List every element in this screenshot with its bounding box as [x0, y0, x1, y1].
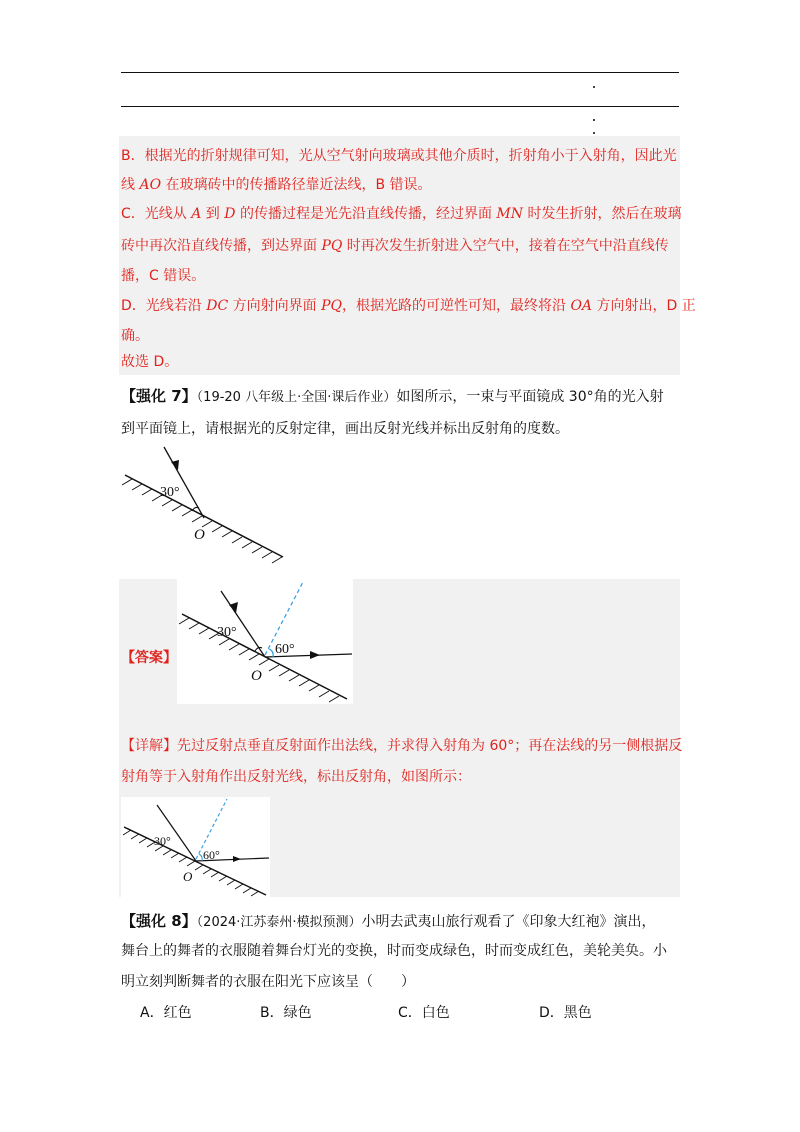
incident-ray	[221, 591, 265, 657]
explanation-c-line3: 播，C 错误。	[121, 268, 206, 284]
explanation-c-line2: 砖中再次沿直线传播，到达界面 PQ 时再次发生折射进入空气中，接着在空气中沿直线传	[121, 238, 669, 254]
q8-option-a[interactable]: A．红色	[140, 1005, 192, 1021]
explanation-d-line2: 确。	[121, 328, 149, 344]
mirror-surface	[122, 475, 283, 563]
reflected-arrow-icon	[310, 651, 320, 659]
detail-angle-30: 30°	[154, 834, 171, 848]
header-dot	[593, 132, 595, 134]
q8-option-d[interactable]: D．黑色	[539, 1005, 592, 1021]
q8-line2: 舞台上的舞者的衣服随着舞台灯光的变换，时而变成绿色，时而变成红色，美轮美奂。小	[121, 943, 667, 959]
detail-angle-60: 60°	[203, 848, 220, 862]
explanation-c-line1: C．光线从 A 到 D 的传播过程是光先沿直线传播，经过界面 MN 时发生折射，然后在玻璃	[121, 206, 682, 222]
mirror-surface	[123, 827, 266, 896]
q7-line2: 到平面镜上，请根据光的反射定律，画出反射光线并标出反射角的度数。	[121, 421, 569, 437]
q8-source: （2024·江苏泰州·模拟预测）	[196, 915, 362, 930]
mirror-surface	[179, 614, 347, 702]
q8-option-c[interactable]: C．白色	[398, 1005, 450, 1021]
q8-line3: 明立刻判断舞者的衣服在阳光下应该呈（ ）	[121, 974, 415, 990]
detail-figure	[121, 797, 270, 898]
header-rule-bottom	[121, 106, 679, 107]
answer-label: 【答案】	[121, 650, 177, 666]
reflection-angle-arc	[199, 854, 202, 861]
header-rule-top	[121, 72, 679, 73]
reflection-angle-arc	[269, 649, 273, 657]
explanation-conclusion: 故选 D。	[121, 354, 179, 370]
q7-label: 【强化 7】	[121, 387, 197, 405]
detail-line2: 射角等于入射角作出反射光线，标出反射角，如图所示：	[121, 769, 471, 785]
answer-figure	[177, 579, 353, 704]
q8-line1: 【强化 8】（2024·江苏泰州·模拟预测）小明去武夷山旅行观看了《印象大红袍》演出，	[121, 912, 656, 930]
q7-line1: 【强化 7】（19-20 八年级上·全国·课后作业）如图所示，一束与平面镜成 30°角的光入射	[121, 387, 664, 405]
reflected-arrow-icon	[233, 856, 241, 862]
fig-angle-label: 30°	[160, 485, 180, 500]
answer-point-label: O	[251, 668, 262, 684]
explanation-b-line1: B．根据光的折射规律可知，光从空气射向玻璃或其他介质时，折射角小于入射角，因此光	[121, 148, 677, 164]
answer-angle-30: 30°	[217, 625, 237, 640]
explanation-d-line1: D．光线若沿 DC 方向射向界面 PQ，根据光路的可逆性可知，最终将沿 OA 方向射出，D 正	[121, 298, 696, 314]
explanation-b-line2: 线 AO 在玻璃砖中的传播路径靠近法线，B 错误。	[121, 177, 432, 193]
fig-point-label: O	[194, 527, 205, 543]
incident-arrow-icon	[229, 602, 238, 613]
answer-angle-60: 60°	[275, 642, 295, 657]
header-dot	[593, 86, 595, 88]
q7-source: （19-20 八年级上·全国·课后作业）	[196, 390, 397, 405]
header-dot	[593, 119, 595, 121]
detail-point-label: O	[183, 869, 193, 884]
q7-figure	[120, 442, 290, 567]
q8-option-b[interactable]: B．绿色	[260, 1005, 312, 1021]
q8-label: 【强化 8】	[121, 912, 197, 930]
detail-line1: 【详解】先过反射点垂直反射面作出法线，并求得入射角为 60°；再在法线的另一侧根据反	[121, 738, 683, 754]
